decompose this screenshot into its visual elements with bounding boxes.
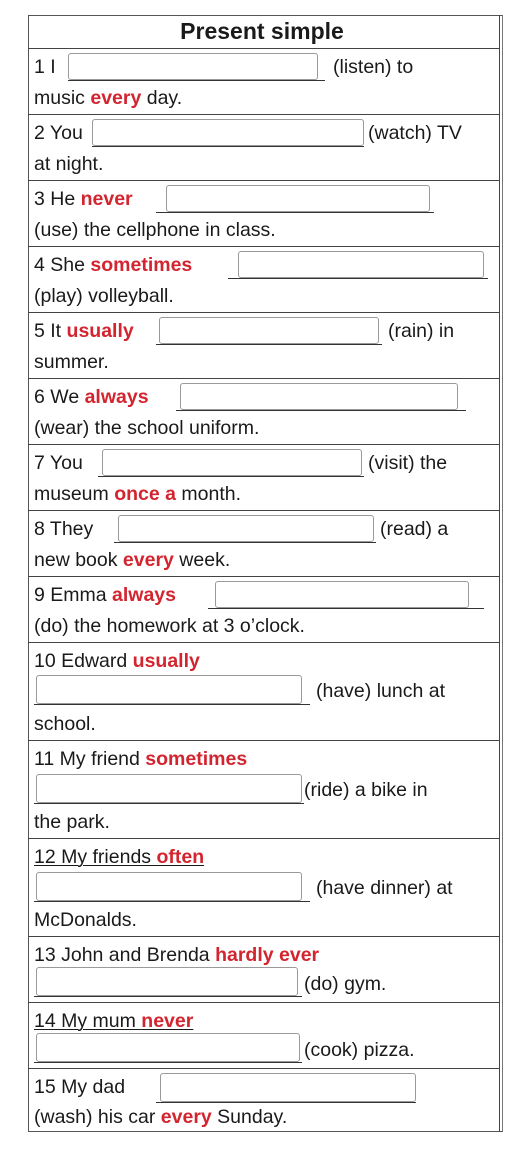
item-text-part: new book — [34, 549, 123, 571]
item-verb: (read) a — [380, 518, 449, 540]
answer-box[interactable] — [36, 1033, 300, 1062]
item-verb: (cook) pizza. — [304, 1039, 415, 1061]
item-text — [34, 844, 204, 870]
answer-box[interactable] — [36, 872, 302, 901]
exercise-item-4 — [28, 246, 499, 312]
adverb-highlight: always — [84, 386, 149, 408]
answer-box[interactable] — [92, 119, 364, 146]
exercise-item-10 — [28, 642, 499, 740]
adverb-highlight: always — [112, 584, 176, 606]
adverb-highlight: sometimes — [90, 254, 193, 276]
item-text: 8 They — [34, 518, 94, 540]
item-text-part: Sunday. — [211, 1106, 288, 1128]
adverb-highlight: once a — [114, 483, 176, 505]
exercise-item-8 — [28, 510, 499, 576]
item-text-part: day. — [141, 87, 183, 109]
item-verb: (visit) the — [368, 452, 448, 474]
item-text-line2: (do) the homework at 3 o’clock. — [34, 615, 305, 637]
exercise-item-9 — [28, 576, 499, 642]
adverb-highlight: every — [90, 87, 142, 109]
adverb-highlight: usually — [132, 650, 200, 672]
exercise-item-6 — [28, 378, 499, 444]
item-text-line2: (wear) the school uniform. — [34, 417, 260, 439]
item-text-line2 — [34, 547, 230, 573]
item-text-line2 — [34, 85, 182, 111]
adverb-highlight: never — [80, 188, 133, 210]
item-text-part: museum — [34, 483, 115, 505]
item-text-line3: school. — [34, 713, 96, 735]
item-text: 15 My dad — [34, 1076, 126, 1098]
answer-underline — [156, 212, 434, 213]
answer-box[interactable] — [102, 449, 362, 476]
answer-underline — [156, 344, 382, 345]
item-verb: (watch) TV — [368, 122, 462, 144]
item-text-line2: at night. — [34, 153, 104, 175]
worksheet — [28, 15, 503, 1132]
item-text-line3: McDonalds. — [34, 909, 137, 931]
item-verb: (rain) in — [388, 320, 455, 342]
adverb-highlight: every — [160, 1106, 212, 1128]
item-text — [34, 1008, 193, 1034]
answer-underline — [34, 803, 304, 804]
answer-underline — [228, 278, 488, 279]
answer-underline — [68, 80, 325, 81]
item-verb: (have dinner) at — [316, 877, 453, 899]
item-text — [34, 252, 192, 278]
answer-underline — [34, 704, 310, 705]
adverb-highlight: hardly ever — [215, 944, 320, 966]
answer-underline — [114, 542, 376, 543]
item-lead: 5 It — [34, 320, 67, 342]
answer-box[interactable] — [36, 675, 302, 704]
item-lead: 11 My friend — [34, 748, 146, 770]
item-lead: 3 He — [34, 188, 81, 210]
exercise-item-5 — [28, 312, 499, 378]
item-verb: (have) lunch at — [316, 680, 445, 702]
answer-box[interactable] — [159, 317, 379, 344]
item-text — [34, 54, 56, 80]
exercise-item-7 — [28, 444, 499, 510]
answer-underline — [208, 608, 484, 609]
item-verb: (do) gym. — [304, 973, 387, 995]
item-text-line3: the park. — [34, 811, 110, 833]
answer-box[interactable] — [68, 53, 318, 80]
exercise-item-13 — [28, 936, 499, 1002]
answer-box[interactable] — [36, 774, 302, 803]
item-lead: 4 She — [34, 254, 91, 276]
item-text — [34, 746, 247, 772]
item-verb: (ride) a bike in — [304, 779, 428, 801]
item-text-line2: summer. — [34, 351, 109, 373]
item-text — [34, 318, 134, 344]
adverb-highlight: every — [122, 549, 174, 571]
answer-underline — [34, 901, 310, 902]
item-text — [34, 186, 133, 212]
adverb-highlight: often — [156, 846, 205, 868]
item-lead: 14 My mum — [34, 1010, 142, 1032]
exercise-item-1 — [28, 48, 499, 114]
item-lead: 12 My friends — [34, 846, 157, 868]
answer-underline — [34, 1062, 302, 1063]
answer-box[interactable] — [160, 1073, 416, 1102]
adverb-highlight: never — [141, 1010, 194, 1032]
item-text — [34, 942, 319, 968]
answer-underline — [98, 476, 364, 477]
item-text — [34, 582, 176, 608]
item-verb: (listen) to — [333, 56, 414, 78]
answer-underline — [176, 410, 466, 411]
item-text-line2 — [34, 1104, 287, 1130]
answer-box[interactable] — [215, 581, 469, 608]
exercise-item-3 — [28, 180, 499, 246]
item-text-line2 — [34, 481, 241, 507]
item-text-part: (wash) his car — [34, 1106, 161, 1128]
exercise-item-14 — [28, 1002, 499, 1068]
item-lead: 10 Edward — [34, 650, 133, 672]
answer-box[interactable] — [36, 967, 298, 996]
item-text-line2: (play) volleyball. — [34, 285, 174, 307]
exercise-item-11 — [28, 740, 499, 838]
answer-box[interactable] — [180, 383, 458, 410]
adverb-highlight: sometimes — [145, 748, 248, 770]
exercise-item-12 — [28, 838, 499, 936]
answer-underline — [34, 996, 302, 997]
item-lead: 6 We — [34, 386, 85, 408]
answer-underline — [156, 1102, 416, 1103]
answer-box[interactable] — [166, 185, 430, 212]
item-text-part: week. — [173, 549, 231, 571]
item-text — [34, 648, 200, 674]
worksheet-title: Present simple — [180, 18, 344, 44]
right-border — [499, 15, 500, 1132]
answer-underline — [92, 146, 364, 147]
item-lead: 1 I — [34, 56, 56, 78]
item-text-line2: (use) the cellphone in class. — [34, 219, 276, 241]
item-lead: 9 Emma — [34, 584, 113, 606]
item-text: 2 You — [34, 122, 83, 144]
item-text: 7 You — [34, 452, 83, 474]
answer-box[interactable] — [238, 251, 484, 278]
item-text-part: music — [34, 87, 91, 109]
exercise-item-15 — [28, 1068, 499, 1132]
adverb-highlight: usually — [66, 320, 134, 342]
item-text — [34, 384, 149, 410]
exercise-item-2 — [28, 114, 499, 180]
answer-box[interactable] — [118, 515, 374, 542]
item-lead: 13 John and Brenda — [34, 944, 216, 966]
item-text-part: month. — [175, 483, 242, 505]
